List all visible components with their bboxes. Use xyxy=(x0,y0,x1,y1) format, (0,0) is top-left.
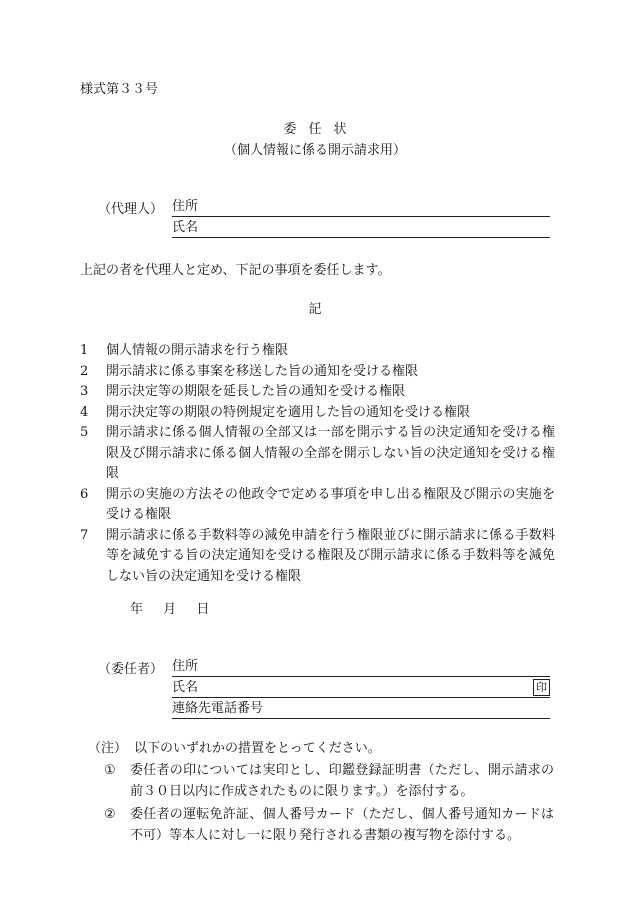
seal-box: 印 xyxy=(533,679,550,696)
principal-phone-field[interactable] xyxy=(172,700,550,719)
list-item xyxy=(80,362,555,383)
principal-address-label: 住所 xyxy=(172,659,199,674)
delegated-powers-list xyxy=(80,341,555,587)
item-number: 3 xyxy=(80,384,89,399)
item-number: 5 xyxy=(80,425,89,440)
principal-name-field[interactable] xyxy=(172,679,550,698)
note-text: 委任者の印については実印とし、印鑑登録証明書（ただし、開示請求の前３０日以内に作成されたものに限ります。）を添付する。 xyxy=(130,763,554,799)
item-number: 4 xyxy=(80,404,89,420)
item-text: 開示決定等の期限の特例規定を適用した旨の通知を受ける権限 xyxy=(106,404,471,420)
note-number: ① xyxy=(104,763,116,778)
list-item xyxy=(80,526,555,588)
item-text: 個人情報の開示請求を行う権限 xyxy=(106,343,289,358)
principal-phone-label: 連絡先電話番号 xyxy=(172,701,264,716)
agent-name-label: 氏名 xyxy=(172,220,199,235)
agent-address-field[interactable] xyxy=(172,198,550,217)
date-field[interactable] xyxy=(130,600,209,620)
list-item xyxy=(80,382,555,403)
item-text: 開示決定等の期限を延長した旨の通知を受ける権限 xyxy=(106,384,406,399)
principal-address-field[interactable] xyxy=(172,658,550,677)
item-number: 6 xyxy=(80,486,89,502)
date-day-label: 日 xyxy=(196,602,210,617)
list-item xyxy=(80,485,555,526)
agent-name-field[interactable] xyxy=(172,219,550,238)
date-year-label: 年 xyxy=(130,602,144,617)
document-subtitle: （個人情報に係る開示請求用） xyxy=(223,143,406,158)
item-number: 1 xyxy=(80,343,89,358)
list-item xyxy=(104,804,554,846)
form-number: 様式第３３号 xyxy=(80,82,159,97)
delegation-statement: 上記の者を代理人と定め、下記の事項を委任します。 xyxy=(80,263,391,278)
item-text: 開示の実施の方法その他政令で定める事項を申し出る権限及び開示の実施を受ける権限 xyxy=(106,486,555,522)
item-number: 2 xyxy=(80,363,89,379)
notes-intro: 以下のいずれかの措置をとってください。 xyxy=(134,741,381,756)
date-month-label: 月 xyxy=(163,602,177,617)
item-number: 7 xyxy=(80,527,89,543)
item-text: 開示請求に係る個人情報の全部又は一部を開示する旨の決定通知を受ける権限及び開示請求に係る個人情報の全部を開示しない旨の決定通知を受ける権限 xyxy=(106,425,555,481)
ki-heading: 記 xyxy=(308,302,322,317)
notes-label: （注） xyxy=(88,741,128,756)
list-item xyxy=(104,760,554,802)
item-text: 開示請求に係る手数料等の減免申請を行う権限並びに開示請求に係る手数料等を減免する旨の決定通知を受ける権限及び開示請求に係る手数料等を減免しない旨の決定通知を受ける権限 xyxy=(106,527,555,584)
list-item xyxy=(80,403,555,424)
note-number: ② xyxy=(104,807,116,822)
agent-address-label: 住所 xyxy=(172,199,199,214)
agent-label: （代理人） xyxy=(98,202,164,217)
principal-label: （委任者） xyxy=(98,662,164,677)
list-item xyxy=(80,423,555,485)
document-title: 委任状 xyxy=(283,122,359,137)
item-text: 開示請求に係る事案を移送した旨の通知を受ける権限 xyxy=(106,363,419,379)
note-text: 委任者の運転免許証、個人番号カード（ただし、個人番号通知カードは不可）等本人に対し一に限り発行される書類の複写物を添付する。 xyxy=(130,807,554,843)
list-item xyxy=(80,341,555,362)
principal-name-label: 氏名 xyxy=(172,680,199,695)
notes-list xyxy=(104,760,554,848)
